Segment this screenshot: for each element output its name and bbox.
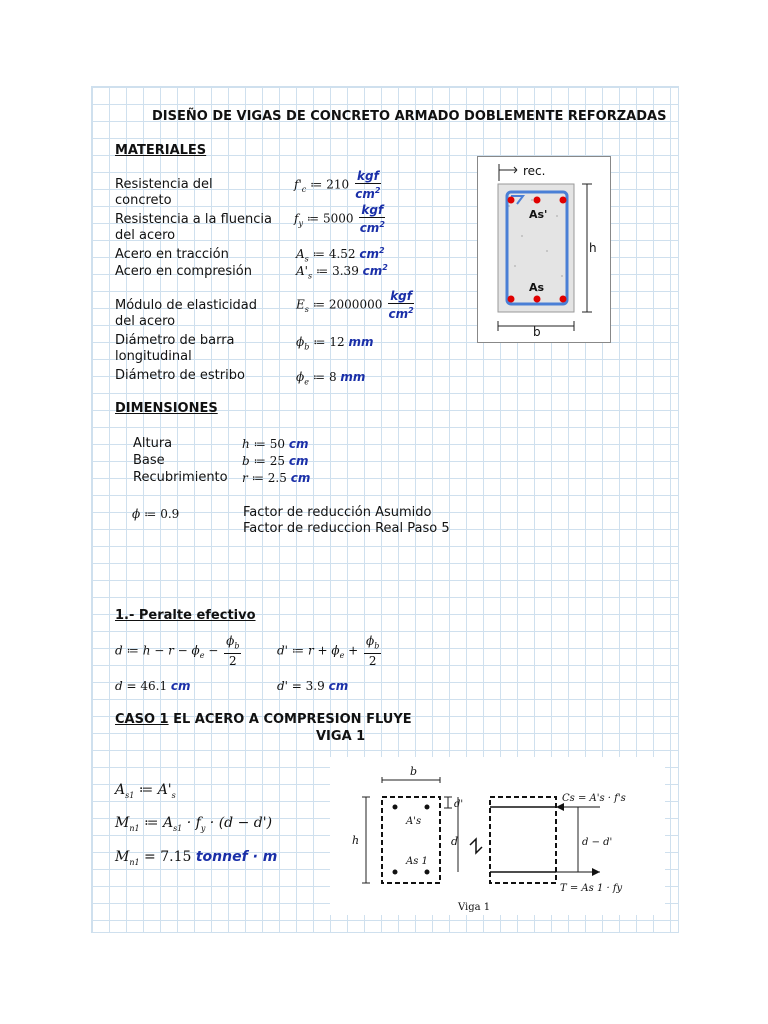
as-label: Acero en tracción: [115, 247, 229, 262]
es-label-1: Módulo de elasticidad: [115, 298, 258, 313]
viga-d-label: d: [451, 835, 459, 848]
recubrimiento-formula: r ≔ 2.5 cm: [242, 471, 311, 485]
viga-asp-label: A's: [406, 816, 422, 827]
peralte-heading: 1.- Peralte efectivo: [115, 608, 256, 623]
viga1-subheading: VIGA 1: [316, 729, 366, 744]
as-formula: $A_s$ ≔ 4.52 $cm^2$: [296, 246, 385, 264]
viga-t-label: T = As 1 · fy: [560, 883, 623, 894]
altura-formula: h ≔ 50 cm: [242, 437, 309, 451]
dp-result: d' = 3.9 cm: [277, 679, 349, 693]
base-label: Base: [133, 453, 165, 468]
as-bottom-label: As: [529, 281, 545, 294]
phie-formula: $\phi_e$ ≔ 8 mm: [296, 370, 366, 387]
es-label-2: del acero: [115, 314, 176, 329]
altura-label: Altura: [133, 436, 173, 451]
phi-formula: ϕ ≔ 0.9: [132, 507, 180, 521]
fy-formula: $f_y$ ≔ 5000 $\frac{\text{kgf}}{cm^2}$: [294, 203, 385, 235]
viga-dp-label: d': [454, 799, 464, 810]
dp-formula: d' ≔ $r + \phi_e$ + $\frac{\phi_b}{2}$: [277, 634, 380, 669]
viga-caption: Viga 1: [458, 902, 491, 913]
phib-label-2: longitudinal: [115, 349, 192, 364]
viga-h-label: h: [352, 834, 360, 847]
phib-label-1: Diámetro de barra: [115, 333, 235, 348]
phi-note-1: Factor de reducción Asumido: [243, 505, 432, 520]
materiales-heading: MATERIALES: [115, 143, 207, 158]
fc-label-1: Resistencia del: [115, 177, 213, 192]
recubrimiento-label: Recubrimiento: [133, 470, 228, 485]
viga-as1-label: As 1: [406, 856, 428, 867]
b-label: b: [533, 325, 541, 339]
d-result: d = 46.1 cm: [115, 679, 191, 693]
fc-label-2: concreto: [115, 193, 172, 208]
viga-b-label: b: [410, 765, 418, 778]
phib-formula: $\phi_b$ ≔ 12 mm: [296, 335, 374, 352]
viga-cs-label: Cs = A's · f's: [562, 793, 626, 804]
beam-section-figure: [477, 156, 611, 343]
dimensiones-heading: DIMENSIONES: [115, 401, 218, 416]
as1-formula: $A_{s1}$ ≔ $A'_s$: [115, 782, 176, 800]
worksheet: [91, 86, 679, 933]
asp-formula: $A'_s$ ≔ 3.39 $cm^2$: [296, 263, 388, 281]
rec-label: rec.: [523, 164, 546, 178]
phie-label: Diámetro de estribo: [115, 368, 245, 383]
fy-label-1: Resistencia a la fluencia: [115, 212, 272, 227]
phi-note-2: Factor de reduccion Real Paso 5: [243, 521, 450, 536]
mn1-result: $M_{n1} = 7.15$ tonnef · m: [115, 849, 278, 867]
fc-formula: $f'_c$ ≔ 210 $\frac{\text{kgf}}{cm^2}$: [294, 169, 381, 201]
d-formula: d ≔ $h - r - \phi_e$ − $\frac{\phi_b}{2}$: [115, 634, 240, 669]
page-title: DISEÑO DE VIGAS DE CONCRETO ARMADO DOBLEMENTE REFORZADAS: [152, 109, 667, 124]
caso1-heading: CASO 1 EL ACERO A COMPRESION FLUYE: [115, 712, 412, 727]
fy-label-2: del acero: [115, 228, 176, 243]
viga-dmdp-label: d − d': [582, 837, 613, 848]
base-formula: b ≔ 25 cm: [242, 454, 309, 468]
es-formula: $E_s$ ≔ 2000000 $\frac{\text{kgf}}{cm^2}$: [296, 289, 414, 321]
mn1-formula: $M_{n1}$ ≔ $A_{s1} \cdot f_y \cdot (d - d')$: [115, 815, 273, 833]
viga1-figure: [330, 757, 665, 915]
asp-label: Acero en compresión: [115, 264, 252, 279]
h-label: h: [589, 241, 597, 255]
as-top-label: As': [529, 208, 548, 221]
